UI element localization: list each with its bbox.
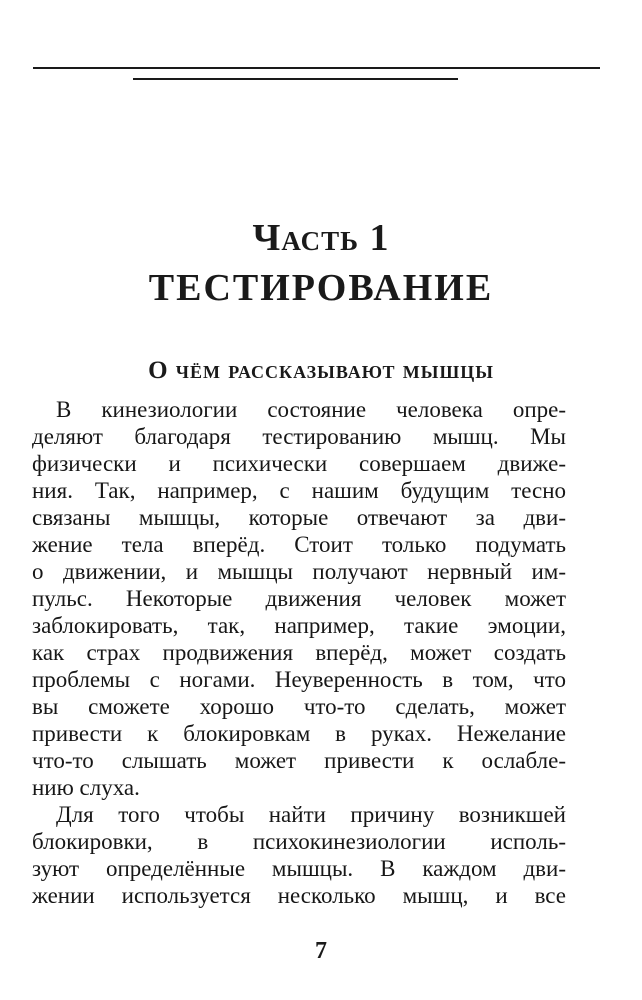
text-line: вы сможете хорошо что-то сделать, может — [32, 694, 566, 719]
text-line: пульс. Некоторые движения человек может — [32, 586, 566, 611]
part-number: Часть 1 — [252, 217, 390, 259]
text-line: что-то слышать может привести к ослабле- — [32, 748, 566, 773]
text-line: жение тела вперёд. Стоит только подумать — [32, 532, 566, 557]
text-line: зуют определённые мышцы. В каждом дви- — [32, 856, 566, 881]
text-line: связаны мышцы, которые отвечают за дви- — [32, 505, 566, 530]
text-line: о движении, и мышцы получают нервный им- — [32, 559, 566, 584]
page-number: 7 — [315, 938, 327, 964]
text-line: как страх продвижения вперёд, может создать — [32, 640, 566, 665]
body-text — [32, 396, 566, 909]
text-line: В кинезиологии состояние человека опре- — [56, 397, 566, 422]
top-rule — [33, 67, 600, 69]
section-heading: О чём рассказывают мышцы — [148, 357, 494, 384]
text-line: блокировки, в психокинезиологии исполь- — [32, 829, 566, 854]
part-title — [0, 213, 642, 313]
text-line: жении используется несколько мышц, и все — [32, 883, 566, 908]
sub-rule — [133, 78, 458, 80]
text-line: ния. Так, например, с нашим будущим тесно — [32, 478, 566, 503]
part-name: ТЕСТИРОВАНИЕ — [148, 267, 494, 309]
text-line: нию слуха. — [32, 775, 140, 800]
text-line: физически и психически совершаем движе- — [32, 451, 566, 476]
text-line: деляют благодаря тестированию мышц. Мы — [32, 424, 566, 449]
text-line: привести к блокировкам в руках. Нежелание — [32, 721, 566, 746]
text-line: проблемы с ногами. Неуверенность в том, что — [32, 667, 566, 692]
text-line: Для того чтобы найти причину возникшей — [56, 802, 566, 827]
text-line: заблокировать, так, например, такие эмоции, — [32, 613, 566, 638]
